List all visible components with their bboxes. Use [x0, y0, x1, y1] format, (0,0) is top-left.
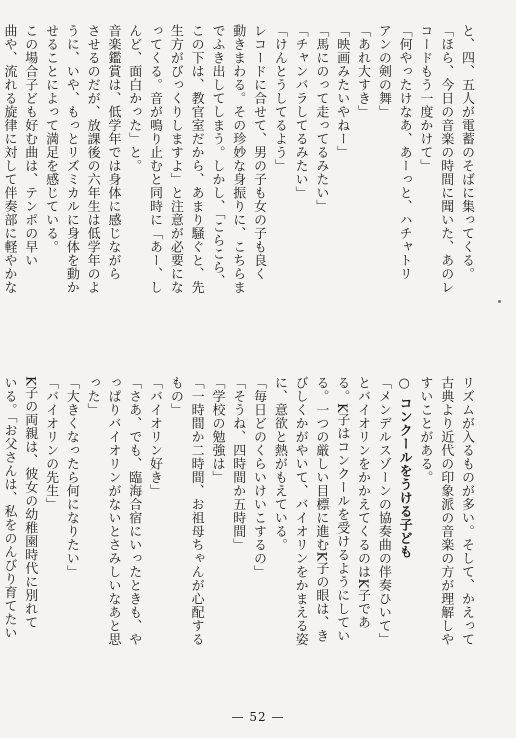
text-line: びしくかがやいて、バイオリンをかまえる姿: [292, 376, 308, 646]
text-line: 「チャンバラしてるみたい」: [292, 24, 308, 200]
text-line: に、意欲と熱がもえている。: [271, 376, 287, 552]
text-line: うに、いや、もっとリズミカルに身体を動か: [63, 24, 79, 294]
text-line: 「学校の勉強は」: [209, 376, 225, 484]
text-line: 「映画みたいやねー」: [334, 24, 350, 159]
text-line: 「ほら、今日の音楽の時間に聞いた、あのレ: [438, 24, 454, 294]
text-line: リズムが入るものが多い。そして、かえって: [459, 376, 474, 646]
text-line: 音楽鑑賞は、低学年では身体に感じながら: [105, 24, 121, 281]
text-line: 古典より近代の印象派の音楽の方が理解しや: [438, 376, 454, 646]
text-line: アンの剣の舞」: [375, 24, 391, 119]
text-line: ってくる。音が鳴り止むと同時に「あー、し: [147, 24, 163, 294]
text-line: でふき出してしまう。しかし、「こらこら、: [209, 24, 225, 288]
text-line: る。一つの厳しい目標に進むK子の眼は、き: [313, 376, 329, 643]
text-line: 「メンデルスゾーンの協奏曲の伴奏ひいて」: [375, 376, 391, 646]
text-line: 「けんとうしてるよう」: [271, 24, 287, 173]
text-line: 生方がびっくりしますよ」と注意が必要にな: [167, 24, 183, 294]
text-line: いる。「お父さんは、私をのんびり育てたい: [1, 376, 17, 640]
text-line: K子の両親は、彼女の幼稚園時代に別れて: [22, 376, 38, 630]
text-line: 「毎日どのくらいけいこするの」: [251, 376, 267, 579]
text-line: 「そうね、四時間か五時間」: [230, 376, 246, 552]
text-line: 「大きくなったら何になりたい」: [63, 376, 79, 579]
text-line: とバイオリンをかかえてくるのはK子であ: [355, 376, 371, 630]
text-line: 「さあ、でも、臨海合宿にいったときも、や: [126, 376, 142, 646]
text-line: この場合子ども好む曲は、テンポの早い: [22, 24, 38, 267]
text-line: っぱりバイオリンがないとさみしいなあと思: [105, 376, 121, 646]
text-line: レコードに合せて、男の子も女の子も良く: [251, 24, 267, 281]
text-line: 「一時間か二時間、お祖母ちゃんが心配する: [188, 376, 204, 646]
text-line: 動きまわる。その珍妙な身振りに、こちらま: [230, 24, 246, 294]
text-line: コードもう一度かけて」: [417, 24, 433, 173]
text-line: すいことがある。: [417, 376, 433, 484]
text-line: させるのだが、放課後の六年生は低学年のよ: [84, 24, 100, 294]
text-line: った」: [84, 376, 100, 417]
top-text-block: [0, 24, 476, 354]
text-line: る。K子はコンクールを受けるようにしてい: [334, 376, 350, 643]
text-line: 曲や、流れる旋律に対して伴奏部に軽やかな: [1, 24, 17, 294]
text-line: と、四、五人が電蓄のそばに集ってくる。: [459, 24, 474, 281]
text-line: 「あれ大すき」: [355, 24, 371, 119]
text-line: 「バイオリンの先生」: [43, 376, 59, 511]
text-line: せることによって満足を感じている。: [43, 24, 59, 254]
text-line: んど、面白かった」と。: [126, 24, 142, 173]
page-number: — 52 —: [231, 710, 285, 724]
margin-mark: [498, 300, 501, 303]
text-line: 「馬にのって走ってるみたい」: [313, 24, 329, 213]
bottom-text-block: [0, 376, 476, 706]
text-line: ○ コンクールをうける子ども: [396, 376, 412, 559]
text-line: この下は、教官室だから、あまり騒ぐと、先: [188, 24, 204, 294]
text-line: もの」: [167, 376, 183, 417]
text-line: 「バイオリン好き」: [147, 376, 163, 498]
text-line: 「何やったけなあ、あーっと、ハチャトリ: [396, 24, 412, 281]
